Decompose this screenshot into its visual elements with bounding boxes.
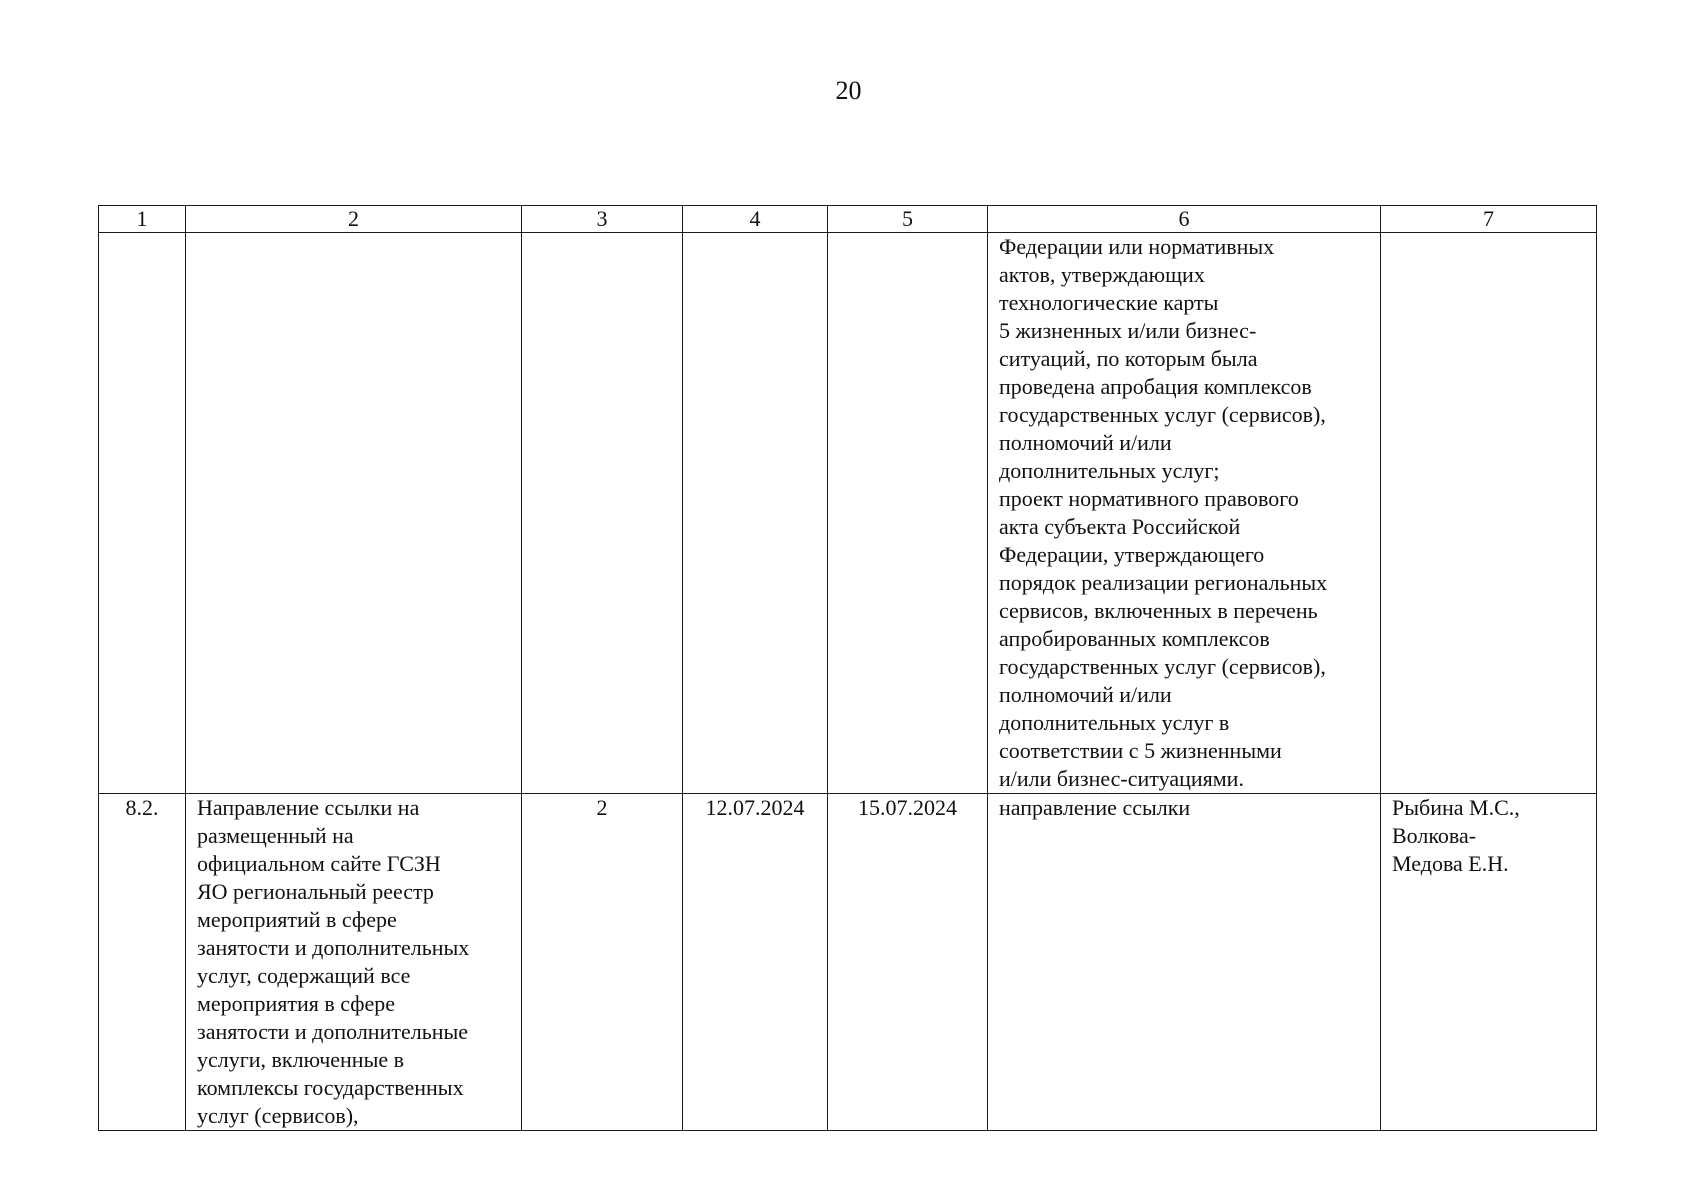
- cell-col3: [522, 233, 683, 794]
- table-row-continuation: [99, 233, 1597, 794]
- table-header-row: [99, 206, 1597, 233]
- cell-activity: Направление ссылки на размещенный на официальном сайте ГСЗН ЯО региональный реестр мероприятий в сфере занятости и дополнительных услуг, содержащий все мероприятия в сфере занятости и дополнительные услуги, включенные в комплексы государственных услуг (сервисов),: [186, 794, 522, 1131]
- column-header-5: 5: [828, 206, 988, 233]
- cell-activity: [186, 233, 522, 794]
- column-header-6: 6: [988, 206, 1381, 233]
- cell-col3: 2: [522, 794, 683, 1131]
- page-number: 20: [835, 76, 862, 105]
- table-row-8-2: [99, 794, 1597, 1131]
- column-header-2: 2: [186, 206, 522, 233]
- column-header-4: 4: [683, 206, 828, 233]
- column-header-7: 7: [1381, 206, 1597, 233]
- cell-responsible: [1381, 233, 1597, 794]
- cell-end-date: 15.07.2024: [828, 794, 988, 1131]
- activity-table: [98, 205, 1597, 1131]
- cell-end-date: [828, 233, 988, 794]
- cell-start-date: [683, 233, 828, 794]
- cell-start-date: 12.07.2024: [683, 794, 828, 1131]
- cell-number: [99, 233, 186, 794]
- column-header-1: 1: [99, 206, 186, 233]
- cell-result: Федерации или нормативных актов, утверждающих технологические карты 5 жизненных и/или бизнес- ситуаций, по которым была проведена апробация комплексов государственных услуг (сервисов), полномочий и/или дополнительных услуг; проект нормативного правового акта субъекта Российской Федерации, утверждающего порядок реализации региональных сервисов, включенных в перечень апробированных комплексов государственных услуг (сервисов), полномочий и/или дополнительных услуг в соответствии с 5 жизненными и/или бизнес-ситуациями.: [988, 233, 1381, 794]
- cell-result: направление ссылки: [988, 794, 1381, 1131]
- column-header-3: 3: [522, 206, 683, 233]
- cell-responsible: Рыбина М.С., Волкова- Медова Е.Н.: [1381, 794, 1597, 1131]
- cell-number: 8.2.: [99, 794, 186, 1131]
